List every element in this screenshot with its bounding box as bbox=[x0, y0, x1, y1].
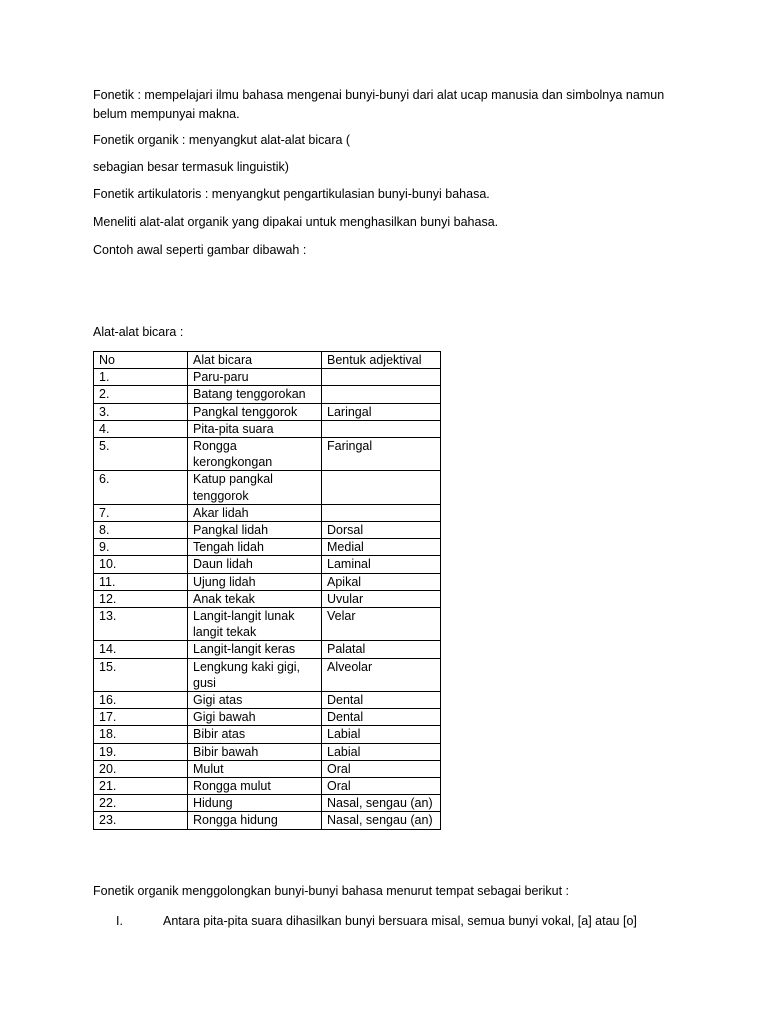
paragraph-fonetik-artikulatoris: Fonetik artikulatoris : menyangkut pengartikulasian bunyi-bunyi bahasa. bbox=[93, 187, 490, 201]
cell-alat-bicara: Rongga mulut bbox=[188, 778, 322, 795]
cell-alat-bicara: Pita-pita suara bbox=[188, 420, 322, 437]
cell-alat-bicara: Katup pangkal tenggorok bbox=[188, 471, 322, 504]
cell-alat-bicara: Batang tenggorokan bbox=[188, 386, 322, 403]
cell-bentuk-adjektival: Palatal bbox=[322, 641, 441, 658]
cell-alat-bicara: Pangkal tenggorok bbox=[188, 403, 322, 420]
cell-bentuk-adjektival bbox=[322, 369, 441, 386]
cell-alat-bicara: Pangkal lidah bbox=[188, 522, 322, 539]
table-heading: Alat-alat bicara : bbox=[93, 325, 184, 339]
cell-alat-bicara: Rongga kerongkongan bbox=[188, 438, 322, 471]
cell-bentuk-adjektival: Uvular bbox=[322, 590, 441, 607]
cell-bentuk-adjektival: Nasal, sengau (an) bbox=[322, 812, 441, 829]
cell-no: 10. bbox=[94, 556, 188, 573]
paragraph-contoh: Contoh awal seperti gambar dibawah : bbox=[93, 243, 307, 257]
table-row bbox=[94, 760, 441, 777]
cell-no: 16. bbox=[94, 692, 188, 709]
cell-alat-bicara: Bibir atas bbox=[188, 726, 322, 743]
cell-no: 11. bbox=[94, 573, 188, 590]
list-marker: I. bbox=[116, 914, 123, 928]
header-no: No bbox=[94, 352, 188, 369]
table-row bbox=[94, 504, 441, 521]
cell-alat-bicara: Gigi atas bbox=[188, 692, 322, 709]
table-row bbox=[94, 556, 441, 573]
cell-alat-bicara: Rongga hidung bbox=[188, 812, 322, 829]
cell-bentuk-adjektival bbox=[322, 471, 441, 504]
table-row bbox=[94, 709, 441, 726]
table-row bbox=[94, 692, 441, 709]
cell-no: 18. bbox=[94, 726, 188, 743]
table-row bbox=[94, 386, 441, 403]
cell-alat-bicara: Langit-langit lunak langit tekak bbox=[188, 608, 322, 641]
table-body bbox=[94, 369, 441, 829]
cell-bentuk-adjektival: Dental bbox=[322, 709, 441, 726]
cell-no: 17. bbox=[94, 709, 188, 726]
cell-no: 2. bbox=[94, 386, 188, 403]
table-row bbox=[94, 726, 441, 743]
paragraph-linguistik: sebagian besar termasuk linguistik) bbox=[93, 160, 289, 174]
table-row bbox=[94, 608, 441, 641]
paragraph-meneliti: Meneliti alat-alat organik yang dipakai untuk menghasilkan bunyi bahasa. bbox=[93, 215, 499, 229]
cell-no: 12. bbox=[94, 590, 188, 607]
cell-no: 14. bbox=[94, 641, 188, 658]
table-row bbox=[94, 641, 441, 658]
table-row bbox=[94, 812, 441, 829]
table-row bbox=[94, 658, 441, 691]
cell-no: 1. bbox=[94, 369, 188, 386]
cell-bentuk-adjektival: Oral bbox=[322, 760, 441, 777]
cell-bentuk-adjektival bbox=[322, 420, 441, 437]
table-row bbox=[94, 369, 441, 386]
cell-no: 21. bbox=[94, 778, 188, 795]
cell-alat-bicara: Tengah lidah bbox=[188, 539, 322, 556]
cell-alat-bicara: Lengkung kaki gigi, gusi bbox=[188, 658, 322, 691]
cell-no: 19. bbox=[94, 743, 188, 760]
table-header-row bbox=[94, 352, 441, 369]
table-row bbox=[94, 743, 441, 760]
cell-bentuk-adjektival: Medial bbox=[322, 539, 441, 556]
cell-no: 3. bbox=[94, 403, 188, 420]
cell-bentuk-adjektival: Labial bbox=[322, 743, 441, 760]
table-row bbox=[94, 438, 441, 471]
cell-bentuk-adjektival: Laminal bbox=[322, 556, 441, 573]
paragraph-fonetik-organik: Fonetik organik : menyangkut alat-alat bicara ( bbox=[93, 133, 351, 147]
cell-no: 8. bbox=[94, 522, 188, 539]
cell-bentuk-adjektival: Nasal, sengau (an) bbox=[322, 795, 441, 812]
paragraph-fonetik: Fonetik : mempelajari ilmu bahasa mengenai bunyi-bunyi dari alat ucap manusia dan simbolnya namun belum mempunyai makna. bbox=[93, 88, 665, 121]
table-row bbox=[94, 795, 441, 812]
cell-no: 15. bbox=[94, 658, 188, 691]
cell-no: 6. bbox=[94, 471, 188, 504]
cell-bentuk-adjektival: Velar bbox=[322, 608, 441, 641]
cell-bentuk-adjektival: Oral bbox=[322, 778, 441, 795]
cell-bentuk-adjektival: Alveolar bbox=[322, 658, 441, 691]
table-row bbox=[94, 403, 441, 420]
cell-bentuk-adjektival: Faringal bbox=[322, 438, 441, 471]
cell-no: 20. bbox=[94, 760, 188, 777]
cell-bentuk-adjektival bbox=[322, 504, 441, 521]
cell-no: 23. bbox=[94, 812, 188, 829]
table-row bbox=[94, 778, 441, 795]
cell-alat-bicara: Langit-langit keras bbox=[188, 641, 322, 658]
cell-no: 13. bbox=[94, 608, 188, 641]
cell-alat-bicara: Daun lidah bbox=[188, 556, 322, 573]
list-item-text: Antara pita-pita suara dihasilkan bunyi bersuara misal, semua bunyi vokal, [a] atau [o] bbox=[163, 914, 637, 928]
table-row bbox=[94, 420, 441, 437]
cell-bentuk-adjektival: Dorsal bbox=[322, 522, 441, 539]
cell-alat-bicara: Gigi bawah bbox=[188, 709, 322, 726]
cell-alat-bicara: Mulut bbox=[188, 760, 322, 777]
table-row bbox=[94, 590, 441, 607]
header-bentuk-adjektival: Bentuk adjektival bbox=[322, 352, 441, 369]
cell-no: 22. bbox=[94, 795, 188, 812]
cell-no: 9. bbox=[94, 539, 188, 556]
cell-bentuk-adjektival: Dental bbox=[322, 692, 441, 709]
paragraph-menggolongkan: Fonetik organik menggolongkan bunyi-bunyi bahasa menurut tempat sebagai berikut : bbox=[93, 884, 569, 898]
cell-alat-bicara: Ujung lidah bbox=[188, 573, 322, 590]
cell-alat-bicara: Anak tekak bbox=[188, 590, 322, 607]
cell-bentuk-adjektival bbox=[322, 386, 441, 403]
cell-alat-bicara: Akar lidah bbox=[188, 504, 322, 521]
cell-no: 4. bbox=[94, 420, 188, 437]
cell-no: 7. bbox=[94, 504, 188, 521]
table-row bbox=[94, 471, 441, 504]
cell-no: 5. bbox=[94, 438, 188, 471]
cell-alat-bicara: Paru-paru bbox=[188, 369, 322, 386]
cell-bentuk-adjektival: Laringal bbox=[322, 403, 441, 420]
cell-bentuk-adjektival: Apikal bbox=[322, 573, 441, 590]
header-alat-bicara: Alat bicara bbox=[188, 352, 322, 369]
table-row bbox=[94, 522, 441, 539]
table-row bbox=[94, 539, 441, 556]
table-row bbox=[94, 573, 441, 590]
cell-bentuk-adjektival: Labial bbox=[322, 726, 441, 743]
alat-bicara-table bbox=[93, 351, 441, 830]
cell-alat-bicara: Hidung bbox=[188, 795, 322, 812]
cell-alat-bicara: Bibir bawah bbox=[188, 743, 322, 760]
